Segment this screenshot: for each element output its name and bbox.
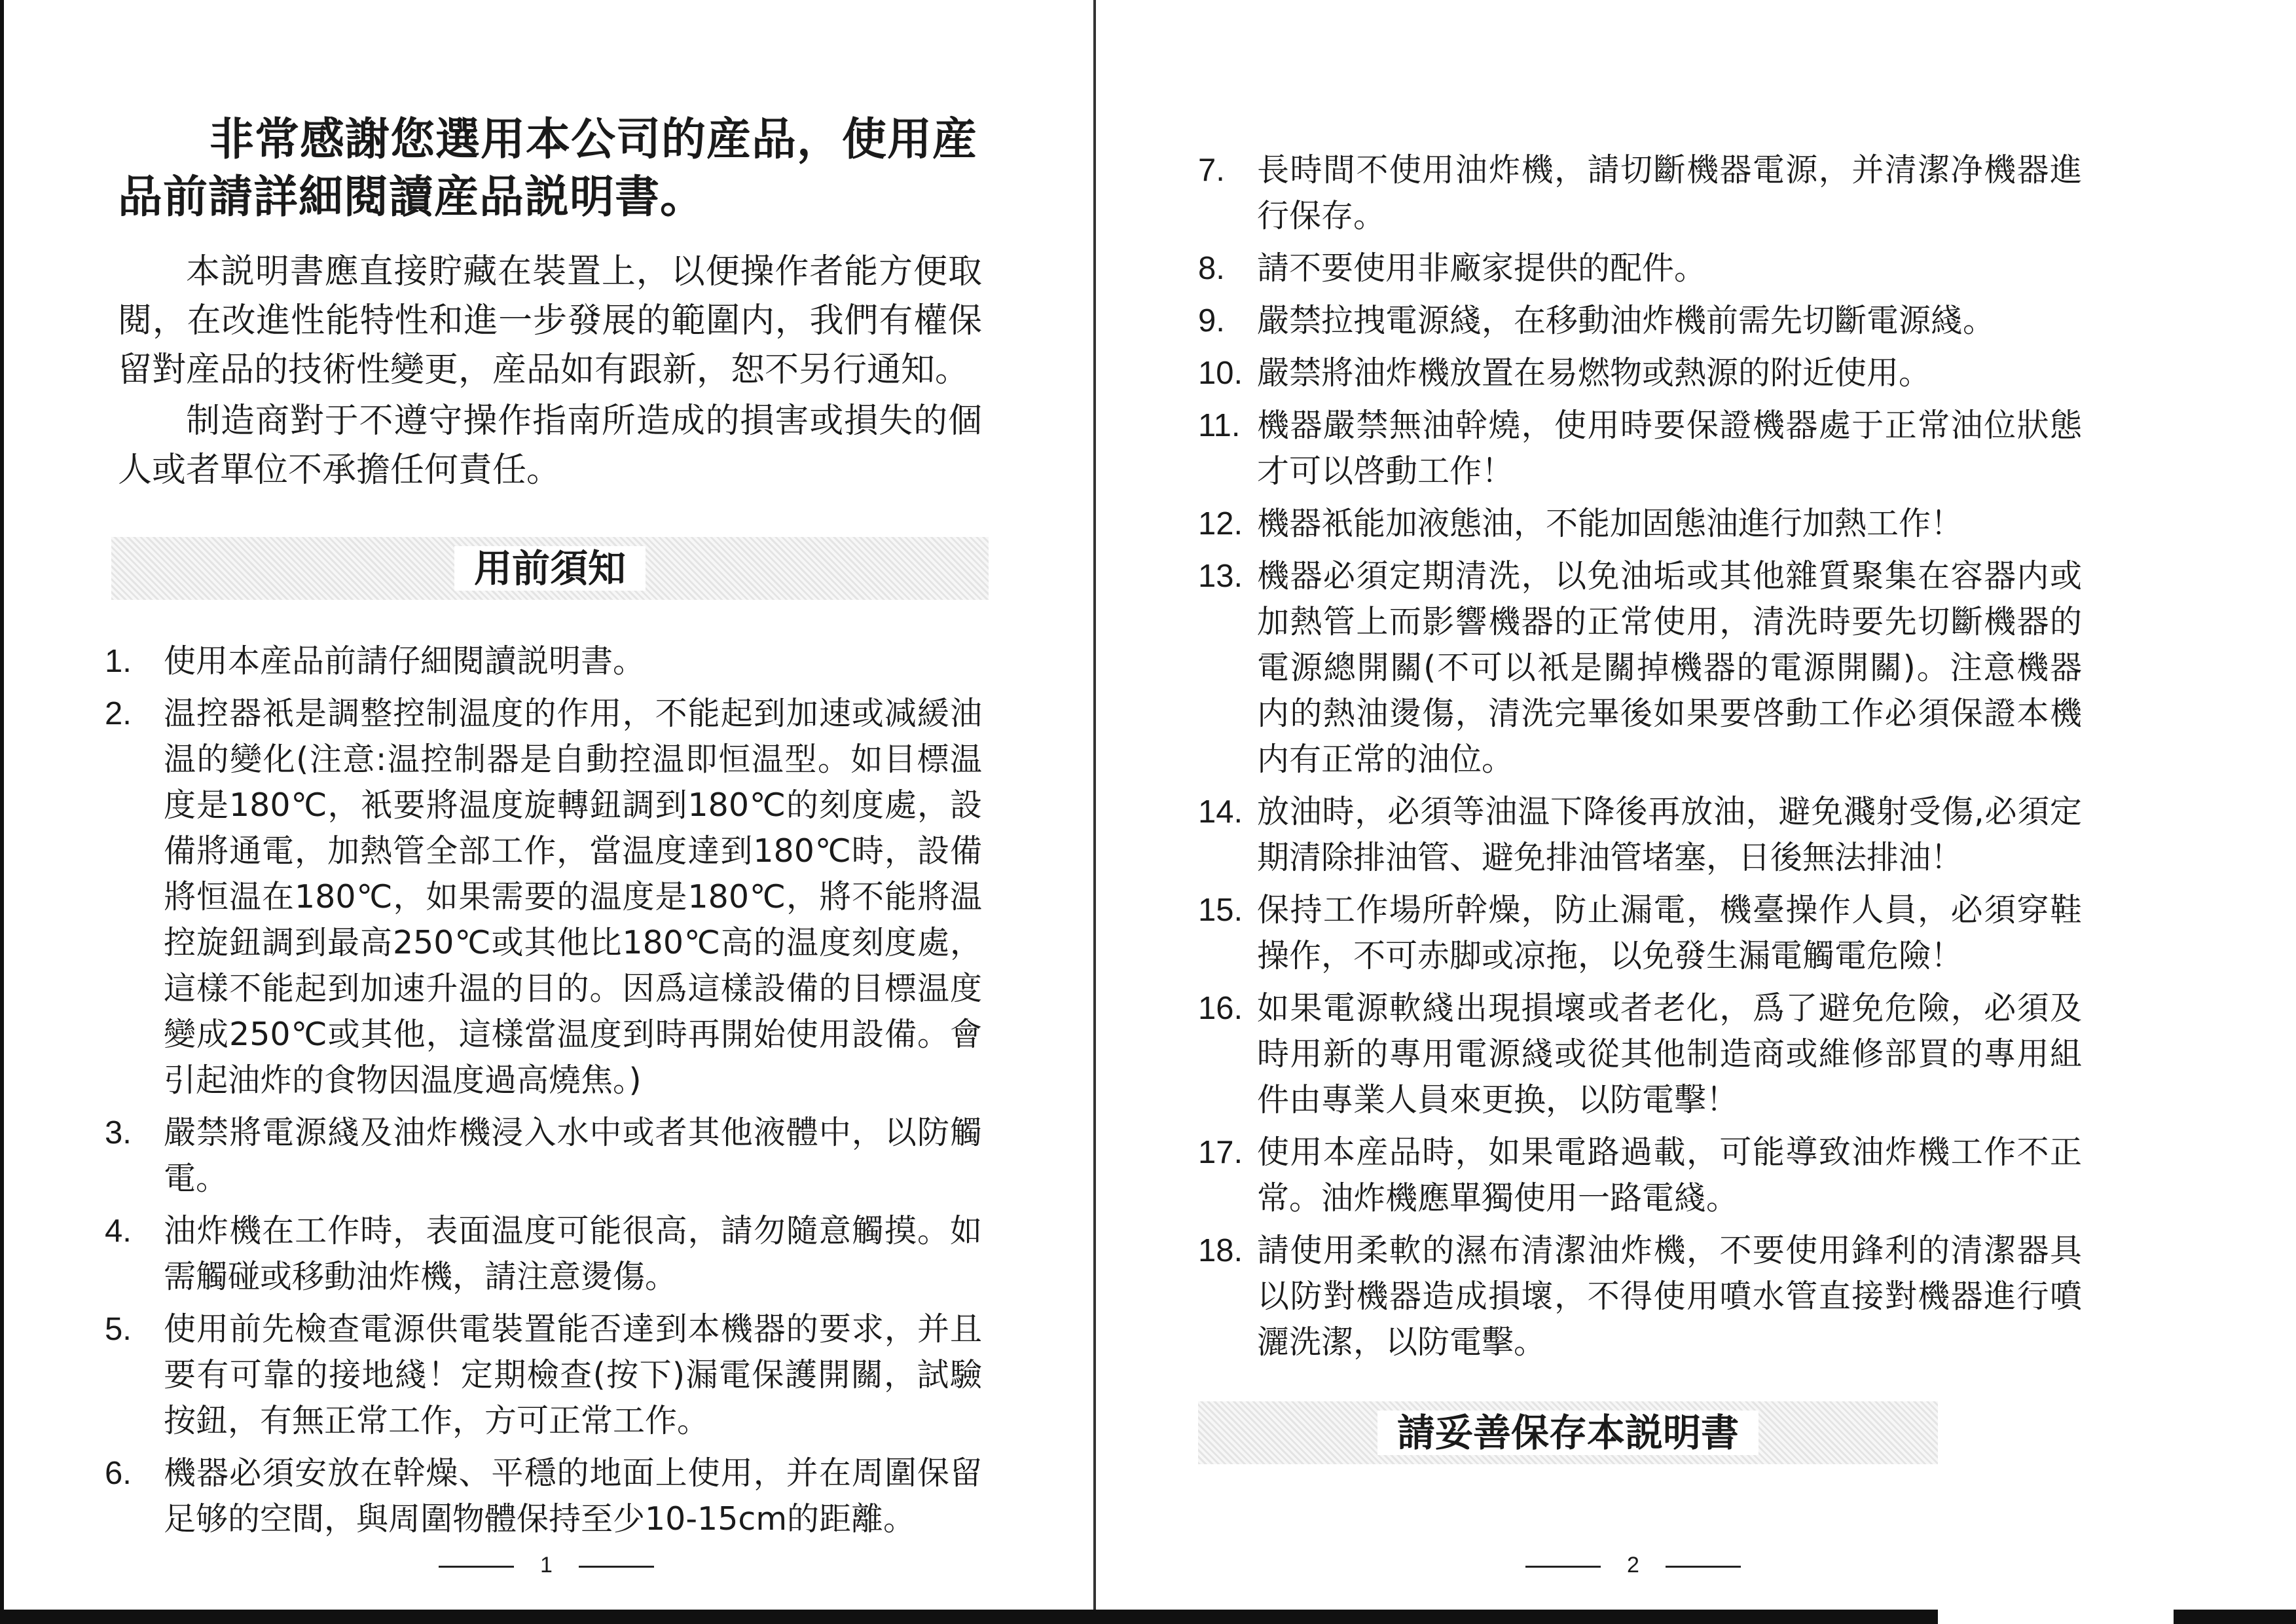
list-item bbox=[105, 1450, 982, 1542]
list-item bbox=[105, 1110, 982, 1202]
item-number: 1. bbox=[105, 644, 132, 679]
list-item bbox=[105, 691, 982, 1103]
list-item bbox=[1198, 246, 2082, 291]
list-item bbox=[1198, 501, 2082, 547]
page-number-footer bbox=[412, 1552, 680, 1578]
item-text: 放油時，必須等油温下降後再放油，避免濺射受傷,必須定期清除排油管、避免排油管堵塞，日後無法排油！ bbox=[1257, 793, 2082, 876]
item-text: 嚴禁將油炸機放置在易燃物或熱源的附近使用。 bbox=[1257, 354, 1931, 392]
scan-bottom-edge bbox=[0, 1610, 2296, 1624]
item-text: 嚴禁將電源綫及油炸機浸入水中或者其他液體中，以防觸電。 bbox=[164, 1114, 982, 1197]
section-header-keep-manual bbox=[1198, 1401, 1938, 1464]
intro-paragraph-1: 本説明書應直接貯藏在裝置上，以便操作者能方便取閱，在改進性能特性和進一步發展的範圍内，我們有權保留對産品的技術性變更，産品如有跟新，恕不另行通知。 bbox=[118, 252, 982, 390]
left-page bbox=[105, 0, 982, 1610]
list-item bbox=[1198, 1228, 2082, 1365]
item-number: 6. bbox=[105, 1456, 132, 1491]
item-number: 17. bbox=[1198, 1135, 1243, 1170]
item-number: 14. bbox=[1198, 794, 1243, 830]
list-item bbox=[1198, 986, 2082, 1123]
item-text: 機器衹能加液態油，不能加固態油進行加熱工作！ bbox=[1257, 505, 1963, 542]
item-number: 7. bbox=[1198, 153, 1225, 188]
item-number: 12. bbox=[1198, 506, 1243, 542]
list-item bbox=[105, 638, 982, 684]
item-number: 11. bbox=[1198, 408, 1241, 443]
list-item bbox=[105, 1306, 982, 1444]
item-text: 機器必須安放在幹燥、平穩的地面上使用，并在周圍保留足够的空間，與周圍物體保持至少10-15cm的距離。 bbox=[164, 1454, 982, 1538]
intro-paragraph-2: 制造商對于不遵守操作指南所造成的損害或損失的個人或者單位不承擔任何責任。 bbox=[118, 401, 982, 490]
list-item bbox=[1198, 147, 2082, 239]
item-number: 18. bbox=[1198, 1233, 1243, 1268]
right-page bbox=[1192, 0, 2082, 1610]
item-text: 如果電源軟綫出現損壞或者老化，爲了避免危險，必須及時用新的專用電源綫或從其他制造商或維修部買的專用組件由專業人員來更换，以防電擊！ bbox=[1257, 989, 2082, 1118]
page-number-footer bbox=[1499, 1552, 1767, 1578]
item-number: 4. bbox=[105, 1213, 132, 1249]
item-text: 機器嚴禁無油幹燒，使用時要保證機器處于正常油位狀態才可以啓動工作！ bbox=[1257, 407, 2082, 490]
precautions-list-left bbox=[105, 638, 982, 1549]
item-number: 3. bbox=[105, 1115, 132, 1151]
section-title: 用前須知 bbox=[454, 546, 646, 591]
item-number: 16. bbox=[1198, 991, 1243, 1026]
list-item bbox=[1198, 403, 2082, 494]
item-text: 使用本産品時，如果電路過載，可能導致油炸機工作不正常。油炸機應單獨使用一路電綫。 bbox=[1257, 1134, 2082, 1217]
list-item bbox=[1198, 350, 2082, 396]
item-text: 保持工作場所幹燥，防止漏電，機臺操作人員，必須穿鞋操作，不可赤脚或凉拖，以免發生漏電觸電危險！ bbox=[1257, 891, 2082, 974]
item-text: 使用前先檢查電源供電裝置能否達到本機器的要求，并且要有可靠的接地綫！定期檢查(按下)漏電保護開關，試驗按鈕，有無正常工作，方可正常工作。 bbox=[164, 1310, 982, 1439]
item-text: 油炸機在工作時，表面温度可能很高，請勿隨意觸摸。如需觸碰或移動油炸機，請注意燙傷。 bbox=[164, 1212, 982, 1295]
item-text: 請不要使用非廠家提供的配件。 bbox=[1257, 249, 1707, 287]
item-text: 請使用柔軟的濕布清潔油炸機，不要使用鋒利的清潔器具以防對機器造成損壞，不得使用噴水管直接對機器進行噴灑洗潔，以防電擊。 bbox=[1257, 1232, 2082, 1361]
intro-title: 非常感謝您選用本公司的産品，使用産品前請詳細閱讀産品説明書。 bbox=[118, 114, 978, 223]
item-text: 使用本産品前請仔細閱讀説明書。 bbox=[164, 642, 646, 680]
item-text: 嚴禁拉拽電源綫，在移動油炸機前需先切斷電源綫。 bbox=[1257, 302, 1995, 339]
item-number: 5. bbox=[105, 1312, 132, 1347]
item-number: 10. bbox=[1198, 356, 1243, 391]
item-number: 2. bbox=[105, 696, 132, 731]
item-number: 15. bbox=[1198, 893, 1243, 928]
list-item bbox=[1198, 789, 2082, 881]
list-item bbox=[105, 1208, 982, 1300]
item-text: 機器必須定期清洗，以免油垢或其他雜質聚集在容器内或加熱管上而影響機器的正常使用，清洗時要先切斷機器的電源總開關(不可以衹是關掉機器的電源開關)。注意機器内的熱油燙傷，清洗完畢後如果要啓動工作必須保證本機内有正常的油位。 bbox=[1257, 557, 2082, 778]
precautions-list-right bbox=[1198, 147, 2082, 1372]
page-number: 1 bbox=[540, 1553, 553, 1578]
item-number: 9. bbox=[1198, 303, 1225, 339]
section-header-precautions bbox=[111, 537, 989, 600]
scan-left-edge bbox=[0, 0, 4, 1624]
item-number: 13. bbox=[1198, 559, 1243, 594]
page-number: 2 bbox=[1627, 1553, 1639, 1578]
item-text: 長時間不使用油炸機，請切斷機器電源，并清潔净機器進行保存。 bbox=[1257, 151, 2082, 234]
list-item bbox=[1198, 553, 2082, 783]
item-number: 8. bbox=[1198, 251, 1225, 286]
list-item bbox=[1198, 1130, 2082, 1221]
page-fold-line bbox=[1093, 0, 1096, 1624]
list-item bbox=[1198, 887, 2082, 979]
item-text: 温控器衹是調整控制温度的作用，不能起到加速或减緩油温的變化(注意:温控制器是自動控温即恒温型。如目標温度是180℃，衹要將温度旋轉鈕調到180℃的刻度處，設備將通電，加熱管全部工作，當温度達到180℃時，設備將恒温在180℃，如果需要的温度是180℃，將不能將温控旋鈕調到最高250℃或其他比180℃高的温度刻度處，這樣不能起到加速升温的目的。因爲這樣設備的目標温度變成250℃或其他，這樣當温度到時再開始使用設備。會引起油炸的食物因温度過高燒焦。) bbox=[164, 695, 982, 1099]
section-title: 請妥善保存本説明書 bbox=[1377, 1411, 1758, 1455]
list-item bbox=[1198, 298, 2082, 344]
